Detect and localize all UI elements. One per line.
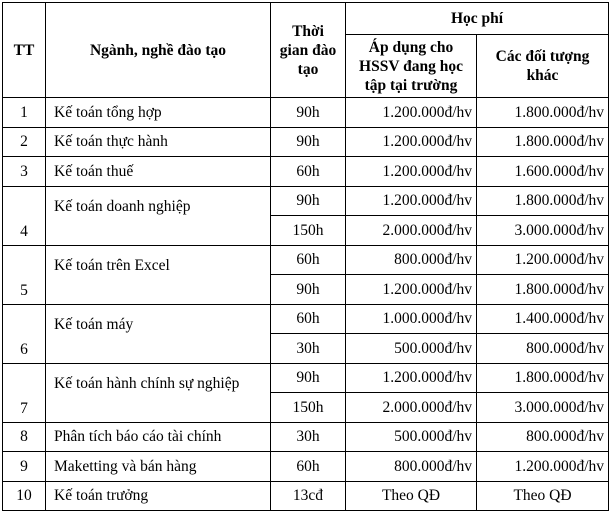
cell-fee-student: 1.200.000đ/hv — [346, 98, 477, 128]
cell-duration: 90h — [271, 275, 346, 305]
table-row — [3, 98, 609, 128]
header-other-fee: Các đối tượng khác — [477, 35, 609, 98]
cell-duration: 30h — [271, 422, 346, 452]
header-tt: TT — [3, 3, 46, 98]
cell-fee-student: 1.200.000đ/hv — [346, 275, 477, 305]
cell-fee-student: 1.200.000đ/hv — [346, 186, 477, 216]
cell-program-name: Kế toán tổng hợp — [46, 98, 271, 128]
cell-tt: 8 — [3, 422, 46, 452]
cell-duration: 90h — [271, 186, 346, 216]
cell-tt: 3 — [3, 157, 46, 187]
tuition-table — [2, 2, 609, 511]
cell-duration: 60h — [271, 304, 346, 334]
cell-fee-other: 1.400.000đ/hv — [477, 304, 609, 334]
cell-tt: 4 — [3, 186, 46, 245]
cell-duration: 90h — [271, 98, 346, 128]
cell-duration: 90h — [271, 363, 346, 393]
table-row — [3, 157, 609, 187]
cell-fee-other: 800.000đ/hv — [477, 334, 609, 364]
cell-fee-other: 1.800.000đ/hv — [477, 363, 609, 393]
cell-program-name: Kế toán máy — [46, 304, 271, 363]
cell-fee-other: 1.600.000đ/hv — [477, 157, 609, 187]
cell-duration: 150h — [271, 216, 346, 246]
cell-duration: 90h — [271, 127, 346, 157]
cell-tt: 5 — [3, 245, 46, 304]
table-row — [3, 422, 609, 452]
cell-fee-other: 800.000đ/hv — [477, 422, 609, 452]
cell-duration: 30h — [271, 334, 346, 364]
cell-fee-other: 1.200.000đ/hv — [477, 245, 609, 275]
cell-program-name: Kế toán doanh nghiệp — [46, 186, 271, 245]
cell-fee-other: 1.800.000đ/hv — [477, 127, 609, 157]
cell-program-name: Kế toán hành chính sự nghiệp — [46, 363, 271, 422]
cell-program-name: Phân tích báo cáo tài chính — [46, 422, 271, 452]
table-row — [3, 481, 609, 511]
cell-fee-other: 1.200.000đ/hv — [477, 452, 609, 482]
table-row — [3, 452, 609, 482]
cell-fee-student: 1.200.000đ/hv — [346, 157, 477, 187]
cell-duration: 13cđ — [271, 481, 346, 511]
cell-fee-other: 3.000.000đ/hv — [477, 216, 609, 246]
cell-program-name: Kế toán trưởng — [46, 481, 271, 511]
cell-duration: 60h — [271, 452, 346, 482]
cell-program-name: Kế toán trên Excel — [46, 245, 271, 304]
cell-duration: 60h — [271, 245, 346, 275]
cell-tt: 10 — [3, 481, 46, 511]
cell-fee-student: 800.000đ/hv — [346, 245, 477, 275]
cell-fee-other: 1.800.000đ/hv — [477, 275, 609, 305]
cell-fee-student: 1.000.000đ/hv — [346, 304, 477, 334]
cell-program-name: Kế toán thực hành — [46, 127, 271, 157]
cell-tt: 1 — [3, 98, 46, 128]
cell-tt: 7 — [3, 363, 46, 422]
table-row — [3, 127, 609, 157]
cell-fee-student: 800.000đ/hv — [346, 452, 477, 482]
header-tuition: Học phí — [346, 3, 609, 35]
cell-fee-student: 2.000.000đ/hv — [346, 216, 477, 246]
cell-program-name: Maketting và bán hàng — [46, 452, 271, 482]
table-row — [3, 363, 609, 393]
table-row — [3, 245, 609, 275]
cell-fee-other: 1.800.000đ/hv — [477, 186, 609, 216]
cell-duration: 60h — [271, 157, 346, 187]
cell-program-name: Kế toán thuế — [46, 157, 271, 187]
cell-fee-student: 2.000.000đ/hv — [346, 393, 477, 423]
header-program: Ngành, nghề đào tạo — [46, 3, 271, 98]
cell-fee-student: 1.200.000đ/hv — [346, 127, 477, 157]
cell-fee-other: Theo QĐ — [477, 481, 609, 511]
table-body — [3, 98, 609, 511]
cell-fee-student: 1.200.000đ/hv — [346, 363, 477, 393]
cell-fee-student: 500.000đ/hv — [346, 422, 477, 452]
table-row — [3, 186, 609, 216]
cell-tt: 2 — [3, 127, 46, 157]
cell-fee-other: 3.000.000đ/hv — [477, 393, 609, 423]
cell-tt: 6 — [3, 304, 46, 363]
cell-tt: 9 — [3, 452, 46, 482]
table-row — [3, 304, 609, 334]
cell-fee-student: 500.000đ/hv — [346, 334, 477, 364]
header-duration: Thời gian đào tạo — [271, 3, 346, 98]
header-student-fee: Áp dụng cho HSSV đang học tập tại trường — [346, 35, 477, 98]
cell-fee-student: Theo QĐ — [346, 481, 477, 511]
cell-duration: 150h — [271, 393, 346, 423]
cell-fee-other: 1.800.000đ/hv — [477, 98, 609, 128]
